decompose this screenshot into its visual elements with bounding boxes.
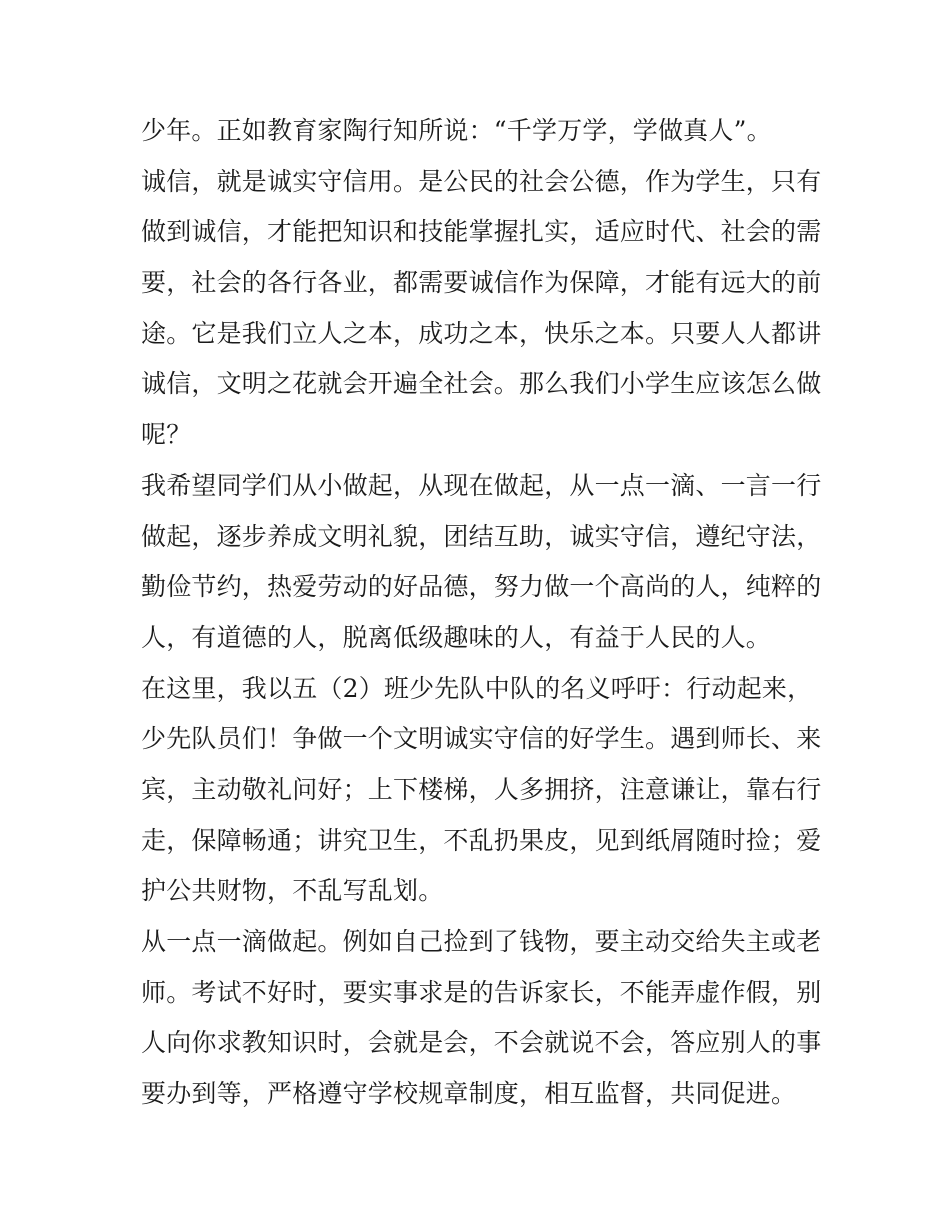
text-line: 做起，逐步养成文明礼貌，团结互助，诚实守信，遵纪守法，: [141, 521, 822, 551]
text-line: 走，保障畅通；讲究卫生，不乱扔果皮，见到纸屑随时捡；爱: [141, 825, 822, 855]
text-line: 宾，主动敬礼问好；上下楼梯，人多拥挤，注意谦让，靠右行: [141, 774, 822, 804]
text-line: 少先队员们！争做一个文明诚实守信的好学生。遇到师长、来: [141, 724, 822, 754]
text-line: 要，社会的各行各业，都需要诚信作为保障，才能有远大的前: [141, 268, 822, 298]
text-line: 诚信，文明之花就会开遍全社会。那么我们小学生应该怎么做: [141, 369, 822, 399]
text-line: 我希望同学们从小做起，从现在做起，从一点一滴、一言一行: [141, 470, 822, 500]
text-line: 途。它是我们立人之本，成功之本，快乐之本。只要人人都讲: [141, 318, 822, 348]
text-line: 勤俭节约，热爱劳动的好品德，努力做一个高尚的人，纯粹的: [141, 572, 822, 602]
text-line: 人向你求教知识时，会就是会，不会就说不会，答应别人的事: [141, 1028, 822, 1058]
text-line: 人，有道德的人，脱离低级趣味的人，有益于人民的人。: [141, 622, 772, 652]
body-text: [141, 106, 821, 1120]
text-line: 师。考试不好时，要实事求是的告诉家长，不能弄虚作假，别: [141, 977, 822, 1007]
text-line: 护公共财物，不乱写乱划。: [141, 876, 444, 906]
text-line: 呢？: [141, 420, 192, 450]
text-line: 要办到等，严格遵守学校规章制度，相互监督，共同促进。: [141, 1079, 797, 1109]
text-line: 诚信，就是诚实守信用。是公民的社会公德，作为学生，只有: [141, 166, 822, 196]
text-line: 做到诚信，才能把知识和技能掌握扎实，适应时代、社会的需: [141, 217, 822, 247]
text-line: 从一点一滴做起。例如自己捡到了钱物，要主动交给失主或老: [141, 927, 822, 956]
text-line: 少年。正如教育家陶行知所说：“千学万学，学做真人”。: [141, 116, 772, 145]
text-line: 在这里，我以五（2）班少先队中队的名义呼吁：行动起来，: [141, 673, 813, 703]
